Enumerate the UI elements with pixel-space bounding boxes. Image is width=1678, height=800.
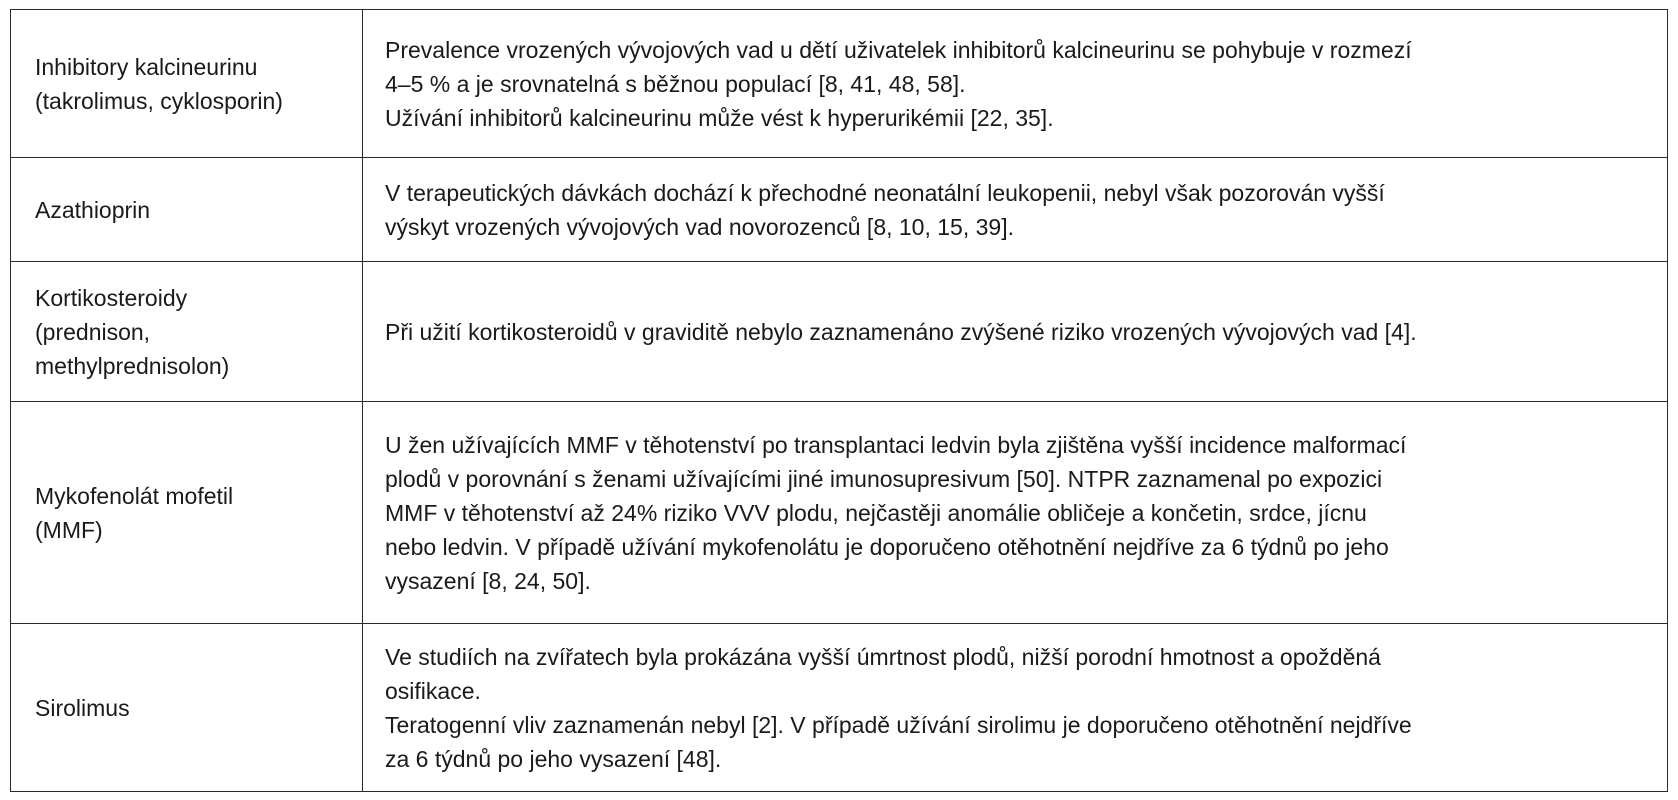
drug-description-cell xyxy=(363,158,1668,262)
description-line: nebo ledvin. V případě užívání mykofenolátu je doporučeno otěhotnění nejdříve za 6 týdnů po jeho xyxy=(385,533,1389,560)
description-line: 4–5 % a je srovnatelná s běžnou populací [8, 41, 48, 58]. xyxy=(385,70,966,97)
description-line: osifikace. xyxy=(385,677,481,704)
table-row xyxy=(11,402,1668,624)
description-line: za 6 týdnů po jeho vysazení [48]. xyxy=(385,745,722,772)
drug-description-cell xyxy=(363,10,1668,158)
drug-name-line: Kortikosteroidy xyxy=(35,284,188,311)
drug-name-cell xyxy=(11,10,363,158)
drug-safety-table xyxy=(10,9,1668,792)
drug-name-line: methylprednisolon) xyxy=(35,352,230,379)
drug-name-cell xyxy=(11,624,363,792)
description-line: Ve studiích na zvířatech byla prokázána vyšší úmrtnost plodů, nižší porodní hmotnost a opožděná xyxy=(385,643,1381,670)
drug-description-cell xyxy=(363,402,1668,624)
description-line: V terapeutických dávkách dochází k přechodné neonatální leukopenii, nebyl však pozorován vyšší xyxy=(385,179,1385,206)
drug-name-line: Inhibitory kalcineurinu xyxy=(35,53,258,80)
description-line: vysazení [8, 24, 50]. xyxy=(385,567,591,594)
description-line: U žen užívajících MMF v těhotenství po transplantaci ledvin byla zjištěna vyšší incidence malformací xyxy=(385,431,1407,458)
table-row xyxy=(11,624,1668,792)
drug-name-line: Mykofenolát mofetil xyxy=(35,482,234,509)
description-line: Při užití kortikosteroidů v graviditě nebylo zaznamenáno zvýšené riziko vrozených vývojových vad [4]. xyxy=(385,318,1417,345)
drug-description-cell xyxy=(363,262,1668,402)
table-row xyxy=(11,10,1668,158)
description-line: výskyt vrozených vývojových vad novorozenců [8, 10, 15, 39]. xyxy=(385,213,1014,240)
drug-name-line: (takrolimus, cyklosporin) xyxy=(35,87,283,114)
drug-name-cell xyxy=(11,262,363,402)
table-row xyxy=(11,262,1668,402)
drug-name-cell xyxy=(11,158,363,262)
drug-name-line: (prednison, xyxy=(35,318,151,345)
drug-name-line: Sirolimus xyxy=(35,694,130,721)
drug-name-cell xyxy=(11,402,363,624)
drug-description-cell xyxy=(363,624,1668,792)
drug-name-line: (MMF) xyxy=(35,516,103,543)
description-line: MMF v těhotenství až 24% riziko VVV plodu, nejčastěji anomálie obličeje a končetin, srdce, jícnu xyxy=(385,499,1367,526)
description-line: Teratogenní vliv zaznamenán nebyl [2]. V případě užívání sirolimu je doporučeno otěhotnění nejdříve xyxy=(385,711,1412,738)
description-line: plodů v porovnání s ženami užívajícími jiné imunosupresivum [50]. NTPR zaznamenal po expozici xyxy=(385,465,1383,492)
description-line: Užívání inhibitorů kalcineurinu může vést k hyperurikémii [22, 35]. xyxy=(385,104,1054,131)
description-line: Prevalence vrozených vývojových vad u dětí uživatelek inhibitorů kalcineurinu se pohybuje v rozmezí xyxy=(385,36,1412,63)
table-row xyxy=(11,158,1668,262)
drug-name-line: Azathioprin xyxy=(35,196,151,223)
